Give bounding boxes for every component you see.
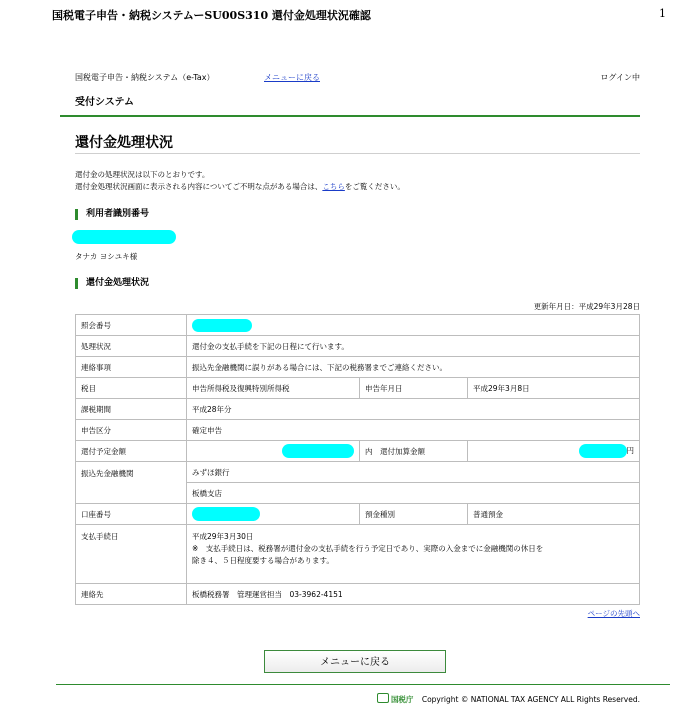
page-title: 還付金処理状況	[75, 135, 173, 151]
table-row	[76, 357, 640, 378]
label-payment-date: 支払手続日	[76, 525, 187, 584]
table-row	[76, 525, 640, 584]
subsystem-title: 受付システム	[75, 97, 134, 108]
page-top-link[interactable]: ページの先頭へ	[587, 609, 640, 618]
login-status: ログイン中	[600, 73, 640, 82]
intro-text	[75, 169, 405, 193]
label-inquiry-no: 照会番号	[76, 315, 187, 336]
print-header	[52, 7, 666, 23]
value-account-no	[187, 504, 360, 525]
label-status: 処理状況	[76, 336, 187, 357]
redacted-inquiry-no	[192, 319, 252, 332]
value-branch: 板橋支店	[187, 483, 640, 504]
value-deposit-type: 普通預金	[468, 504, 640, 525]
label-contact: 連絡事項	[76, 357, 187, 378]
table-row	[76, 441, 640, 462]
value-refund-amount	[187, 441, 360, 462]
label-refund-amount: 還付予定金額	[76, 441, 187, 462]
payment-note-2: 除き４、５日程度要する場合があります。	[192, 556, 334, 565]
table-row	[76, 315, 640, 336]
footer-divider	[56, 684, 670, 685]
value-addon-amount	[468, 441, 640, 462]
value-payment-date	[187, 525, 640, 584]
redacted-user-id	[72, 230, 176, 244]
title-divider	[75, 153, 640, 154]
value-tax-period: 平成28年分	[187, 399, 640, 420]
payment-note-1: ※ 支払手続日は、税務署が還付金の支払手続を行う予定日であり、実際の入金までに金融機関の休日を	[192, 544, 544, 553]
section-heading-user-id: 利用者識別番号	[75, 209, 149, 220]
redacted-refund-amount	[282, 444, 354, 458]
top-bar	[75, 72, 640, 86]
label-tax-item: 税目	[76, 378, 187, 399]
value-filing-type: 確定申告	[187, 420, 640, 441]
system-name: 国税電子申告・納税システム（e-Tax）	[75, 73, 215, 82]
table-row	[76, 584, 640, 605]
table-row	[76, 462, 640, 483]
payment-date: 平成29年3月30日	[192, 532, 254, 541]
nta-logo-icon	[377, 693, 389, 703]
intro-line-2	[75, 181, 405, 193]
intro-line-2-post: をご覧ください。	[344, 182, 405, 191]
copyright: Copyright © NATIONAL TAX AGENCY ALL Rights Reserved.	[421, 695, 640, 704]
redacted-addon-amount	[579, 444, 627, 458]
section-heading-refund-status: 還付金処理状況	[75, 278, 149, 289]
table-row	[76, 420, 640, 441]
value-status: 還付金の支払手続を下記の日程にて行います。	[187, 336, 640, 357]
label-filed-date: 申告年月日	[360, 378, 468, 399]
value-tax-item: 申告所得税及復興特別所得税	[187, 378, 360, 399]
table-row	[76, 504, 640, 525]
value-filed-date: 平成29年3月8日	[468, 378, 640, 399]
value-contact: 振込先金融機関に誤りがある場合には、下記の税務署までご連絡ください。	[187, 357, 640, 378]
label-account-no: 口座番号	[76, 504, 187, 525]
label-deposit-type: 預金種別	[360, 504, 468, 525]
value-inquiry-no	[187, 315, 640, 336]
intro-line-2-pre: 還付金処理状況画面に表示される内容についてご不明な点がある場合は、	[75, 182, 323, 191]
back-to-menu-button[interactable]: メニューに戻る	[264, 650, 446, 673]
value-bank: みずほ銀行	[187, 462, 640, 483]
nta-logo	[377, 695, 414, 704]
updated-date: 更新年月日：平成29年3月28日	[533, 302, 640, 311]
label-tax-period: 課税期間	[76, 399, 187, 420]
table-row	[76, 336, 640, 357]
footer	[377, 693, 640, 705]
value-office: 板橋税務署 管理運営担当 03-3962-4151	[187, 584, 640, 605]
yen-unit: 円	[626, 446, 634, 455]
menu-link[interactable]: メニューに戻る	[264, 73, 320, 82]
help-link[interactable]: こちら	[322, 182, 345, 191]
print-title: 国税電子申告・納税システムーSU00S310 還付金処理状況確認	[52, 9, 371, 22]
table-row	[76, 378, 640, 399]
label-addon-amount: 内 還付加算金額	[360, 441, 468, 462]
nta-logo-text: 国税庁	[390, 695, 414, 704]
label-filing-type: 申告区分	[76, 420, 187, 441]
label-bank: 振込先金融機関	[76, 462, 187, 504]
label-office: 連絡先	[76, 584, 187, 605]
intro-line-1: 還付金の処理状況は以下のとおりです。	[75, 170, 210, 179]
table-row	[76, 399, 640, 420]
redacted-account-no	[192, 507, 260, 521]
print-page-number: 1	[659, 7, 666, 20]
refund-status-table	[75, 314, 640, 605]
user-name: タナカ ヨシユキ様	[75, 252, 138, 261]
header-divider	[60, 115, 640, 117]
